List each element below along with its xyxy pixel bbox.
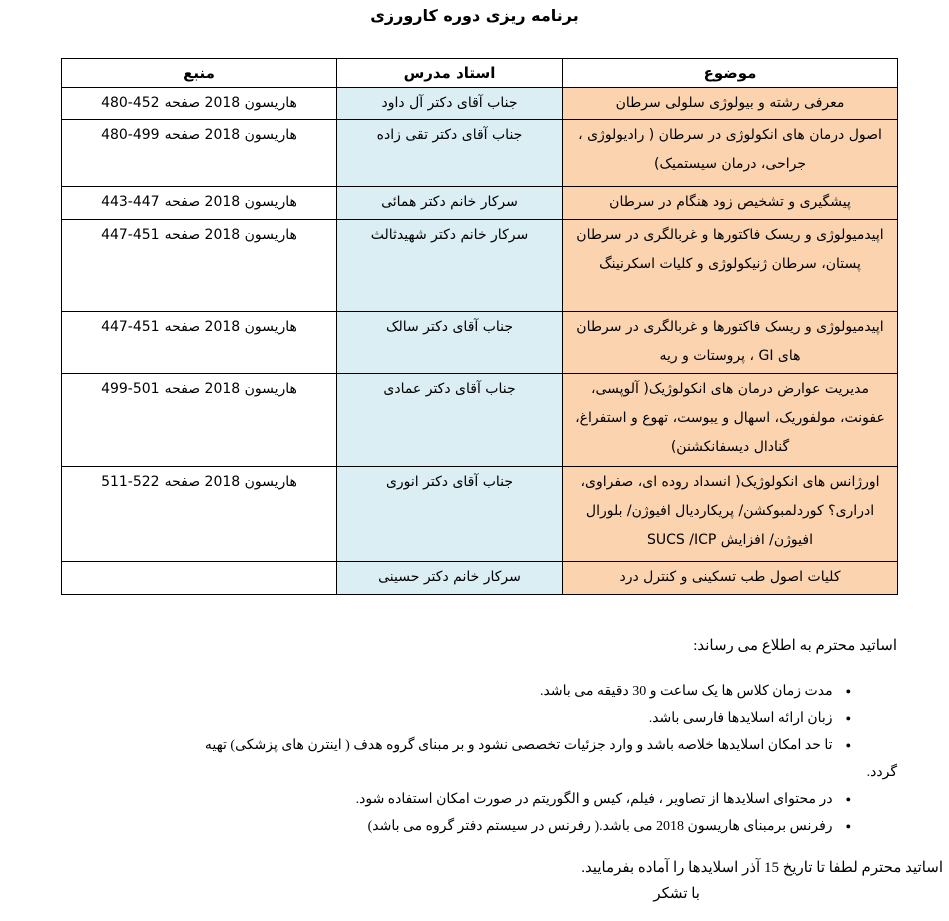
bullet-item-text: مدت زمان کلاس ها یک ساعت و 30 دقیقه می باشد. [540, 684, 833, 699]
topic-cell: اصول درمان های انکولوژی در سرطان ( رادیولوژی ، جراحی، درمان سیستمیک) [563, 120, 898, 187]
list-item [72, 732, 851, 759]
notes-intro: اساتید محترم به اطلاع می رساند: [693, 638, 897, 654]
source-cell [62, 467, 337, 562]
topic-cell: اپیدمیولوژی و ریسک فاکتورها و غربالگری در سرطان پستان، سرطان ژنیکولوژی و کلیات اسکرنینگ [563, 220, 898, 312]
thanks-note: با تشکر [653, 886, 700, 902]
page-title: برنامه ریزی دوره کارورزی [370, 6, 579, 25]
source-page-range: 480-499 [101, 127, 160, 143]
column-header-topic: موضوع [563, 59, 898, 88]
table-header-row [62, 59, 898, 88]
bullet-item-text: رفرنس برمبنای هاریسون 2018 می باشد.( رفرنس در سیستم دفتر گروه می باشد) [367, 819, 833, 834]
list-item [72, 786, 851, 813]
source-cell [62, 312, 337, 374]
source-cell [62, 120, 337, 187]
topic-cell: اپیدمیولوژی و ریسک فاکتورها و غربالگری در سرطان های GI ، پروستات و ریه [563, 312, 898, 374]
table-row [62, 312, 898, 374]
list-item [72, 813, 851, 840]
table-row [62, 187, 898, 220]
column-header-source: منبع [62, 59, 337, 88]
table-row [62, 120, 898, 187]
source-page-range: 511-522 [101, 474, 160, 490]
bullet-item-text: در محتوای اسلایدها از تصاویر ، فیلم، کیس و الگوریتم در صورت امکان استفاده شود. [355, 792, 833, 807]
instructor-cell: سرکار خانم دکتر شهیدثالث [337, 220, 563, 312]
instructor-cell: جناب آقای دکتر تقی زاده [337, 120, 563, 187]
topic-cell: مدیریت عوارض درمان های انکولوژیک( آلوپسی، عفونت، مولفوریک، اسهال و یبوست، تهوع و استفراغ، گنادال دیسفانکشنن) [563, 374, 898, 467]
bullet-item-text: تا حد امکان اسلایدها خلاصه باشد و وارد جزئیات تخصصی نشود و بر مبنای گروه هدف ( اینترن های پزشکی) تهیه [204, 738, 833, 753]
topic-cell: اورژانس های انکولوژیک( انسداد روده ای، صفراوی، ادراری؟ کوردلمبوکشن/ پریکاردیال افیوژن/ بلورال افیوژن/ افزایش SUCS /ICP [563, 467, 898, 562]
source-text: هاریسون 2018 صفحه [164, 95, 297, 111]
instructor-cell: جناب آقای دکتر عمادی [337, 374, 563, 467]
deadline-note: اساتید محترم لطفا تا تاریخ 15 آذر اسلایدها را آماده بفرمایید. [581, 860, 943, 876]
source-cell [62, 187, 337, 220]
source-page-range: 447-451 [101, 227, 160, 243]
bullet-continuation-text: گردد. [866, 765, 897, 780]
source-text: هاریسون 2018 صفحه [164, 227, 297, 243]
table-row [62, 467, 898, 562]
schedule-table [61, 58, 898, 595]
list-item [72, 705, 851, 732]
source-text: هاریسون 2018 صفحه [164, 319, 297, 335]
column-header-instructor: استاد مدرس [337, 59, 563, 88]
bullet-icon: ● [845, 686, 851, 696]
table-row [62, 88, 898, 120]
source-page-range: 443-447 [101, 194, 160, 210]
notes-bullet-list [72, 678, 897, 840]
bullet-icon: ● [845, 713, 851, 723]
source-page-range: 499-501 [101, 381, 160, 397]
source-page-range: 480-452 [101, 95, 160, 111]
topic-cell: کلیات اصول طب تسکینی و کنترل درد [563, 562, 898, 595]
instructor-cell: جناب آقای دکتر آل داود [337, 88, 563, 120]
bullet-icon: ● [845, 740, 851, 750]
list-item [72, 678, 851, 705]
topic-cell: پیشگیری و تشخیص زود هنگام در سرطان [563, 187, 898, 220]
source-cell [62, 374, 337, 467]
table-row [62, 562, 898, 595]
bullet-icon: ● [845, 794, 851, 804]
source-cell [62, 562, 337, 595]
source-text: هاریسون 2018 صفحه [164, 474, 297, 490]
source-text: هاریسون 2018 صفحه [164, 381, 297, 397]
source-page-range: 447-451 [101, 319, 160, 335]
instructor-cell: سرکار خانم دکتر حسینی [337, 562, 563, 595]
instructor-cell: سرکار خانم دکتر همائی [337, 187, 563, 220]
source-text: هاریسون 2018 صفحه [164, 194, 297, 210]
bullet-icon: ● [845, 821, 851, 831]
bullet-item-text: زبان ارائه اسلایدها فارسی باشد. [648, 711, 833, 726]
instructor-cell: جناب آقای دکتر انوری [337, 467, 563, 562]
topic-cell: معرفی رشته و بیولوژی سلولی سرطان [563, 88, 898, 120]
instructor-cell: جناب آقای دکتر سالک [337, 312, 563, 374]
source-text: هاریسون 2018 صفحه [164, 127, 297, 143]
source-cell [62, 88, 337, 120]
source-cell [62, 220, 337, 312]
table-row [62, 374, 898, 467]
table-row [62, 220, 898, 312]
